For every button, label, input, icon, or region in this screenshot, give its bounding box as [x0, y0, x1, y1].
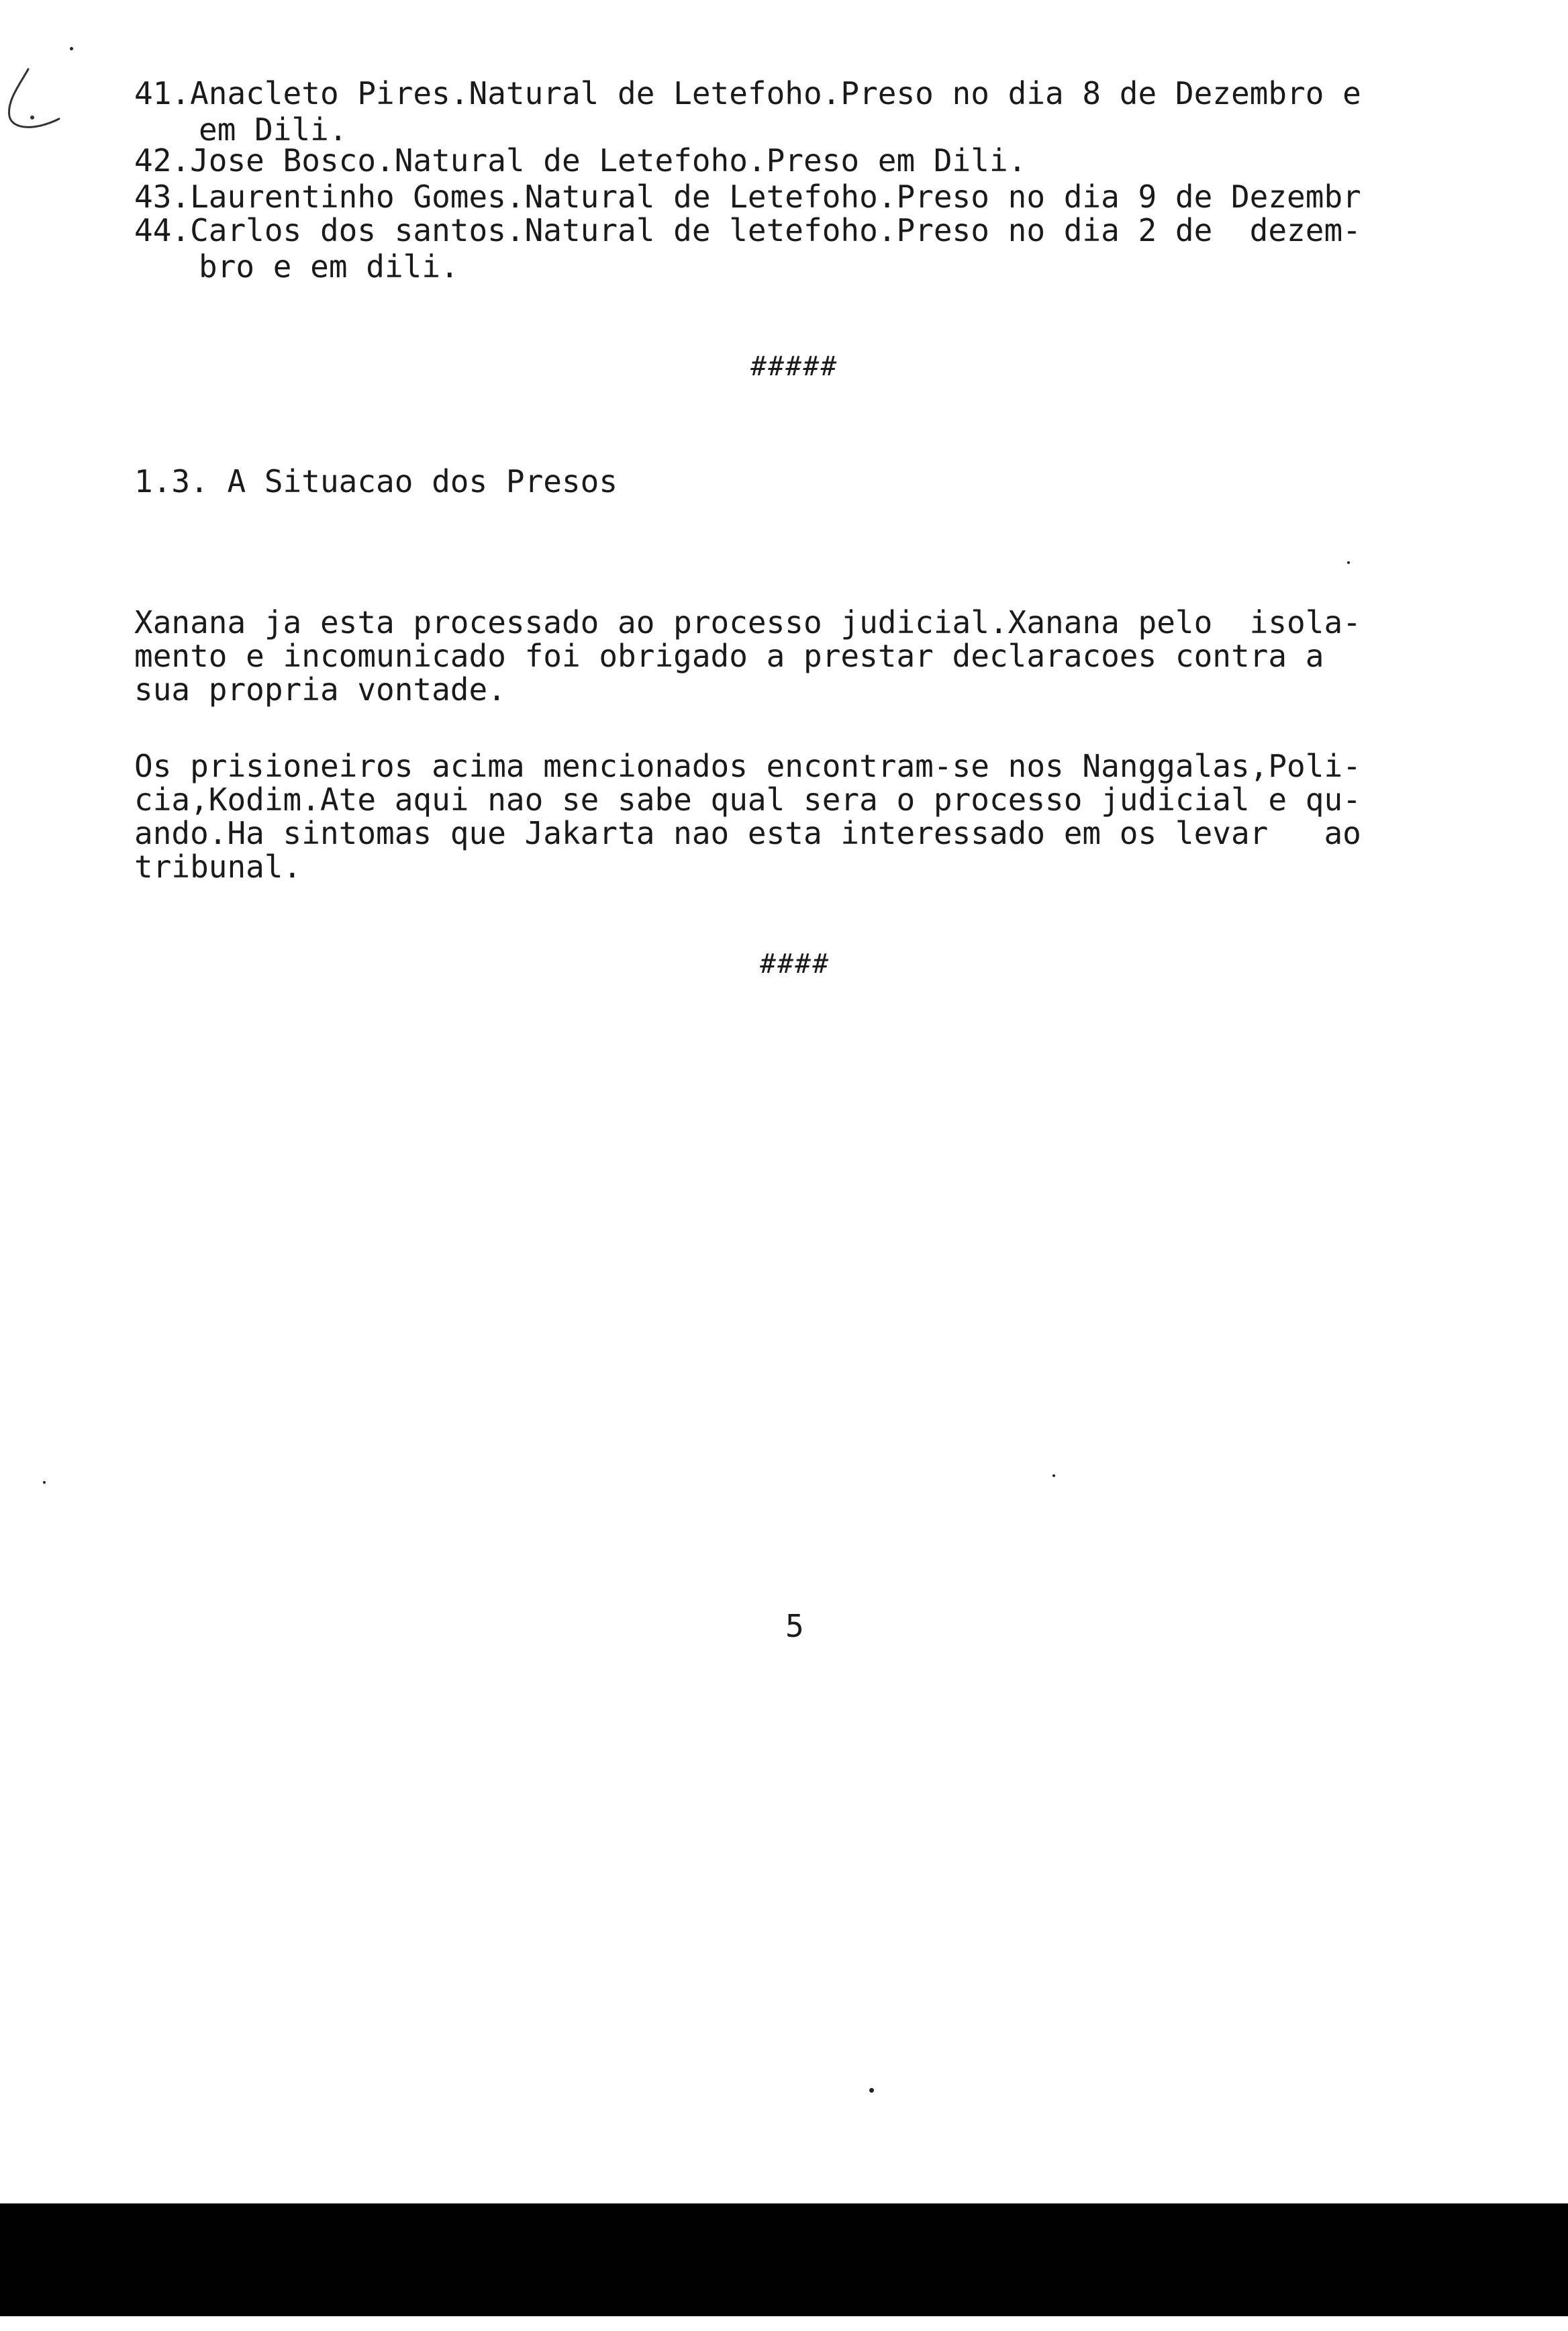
scan-bottom-edge [0, 2316, 1568, 2331]
list-entry-line: bro e em dili. [199, 248, 459, 285]
paragraph-prisoners-line-3: ando.Ha sintomas que Jakarta nao esta interessado em os levar ao [134, 815, 1361, 851]
scan-speck [1052, 1474, 1055, 1477]
section-separator: ##### [750, 351, 838, 382]
paragraph-xanana-line-1: Xanana ja esta processado ao processo judicial.Xanana pelo isola- [134, 604, 1361, 640]
prisoner-list-entry-43 [134, 179, 1477, 215]
paragraph-prisoners-line-2: cia,Kodim.Ate aqui nao se sabe qual sera o processo judicial e qu- [134, 781, 1361, 818]
section-separator: #### [760, 949, 830, 980]
list-entry-line: 44.Carlos dos santos.Natural de letefoho.Preso no dia 2 de dezem- [134, 212, 1361, 248]
list-entry-line: em Dili. [199, 111, 348, 148]
list-entry-line: 42.Jose Bosco.Natural de Letefoho.Preso em Dili. [134, 142, 1027, 179]
list-entry-line: 43.Laurentinho Gomes.Natural de Letefoho.Preso no dia 9 de Dezembr [134, 179, 1361, 215]
paragraph-xanana-line-3: sua propria vontade. [134, 671, 506, 708]
paragraph-xanana-line-2: mento e incomunicado foi obrigado a prestar declaracoes contra a [134, 638, 1324, 674]
section-heading: 1.3. A Situacao dos Presos [134, 463, 618, 500]
page-number: 5 [785, 1608, 804, 1644]
prisoner-list-entry-44 [134, 212, 1477, 285]
scan-speck [70, 47, 73, 50]
scan-black-band [0, 2203, 1568, 2316]
paragraph-prisoners-line-1: Os prisioneiros acima mencionados encontram-se nos Nanggalas,Poli- [134, 748, 1361, 784]
scan-speck [43, 1481, 46, 1484]
scan-speck [869, 2088, 874, 2093]
paragraph-prisoners-line-4: tribunal. [134, 849, 302, 885]
list-entry-line: 41.Anacleto Pires.Natural de Letefoho.Preso no dia 8 de Dezembro e [134, 75, 1361, 111]
handwritten-pen-mark [0, 64, 74, 144]
prisoner-list-entry-42 [134, 142, 1477, 179]
prisoner-list-entry-41 [134, 75, 1477, 148]
scan-speck [1347, 561, 1350, 564]
